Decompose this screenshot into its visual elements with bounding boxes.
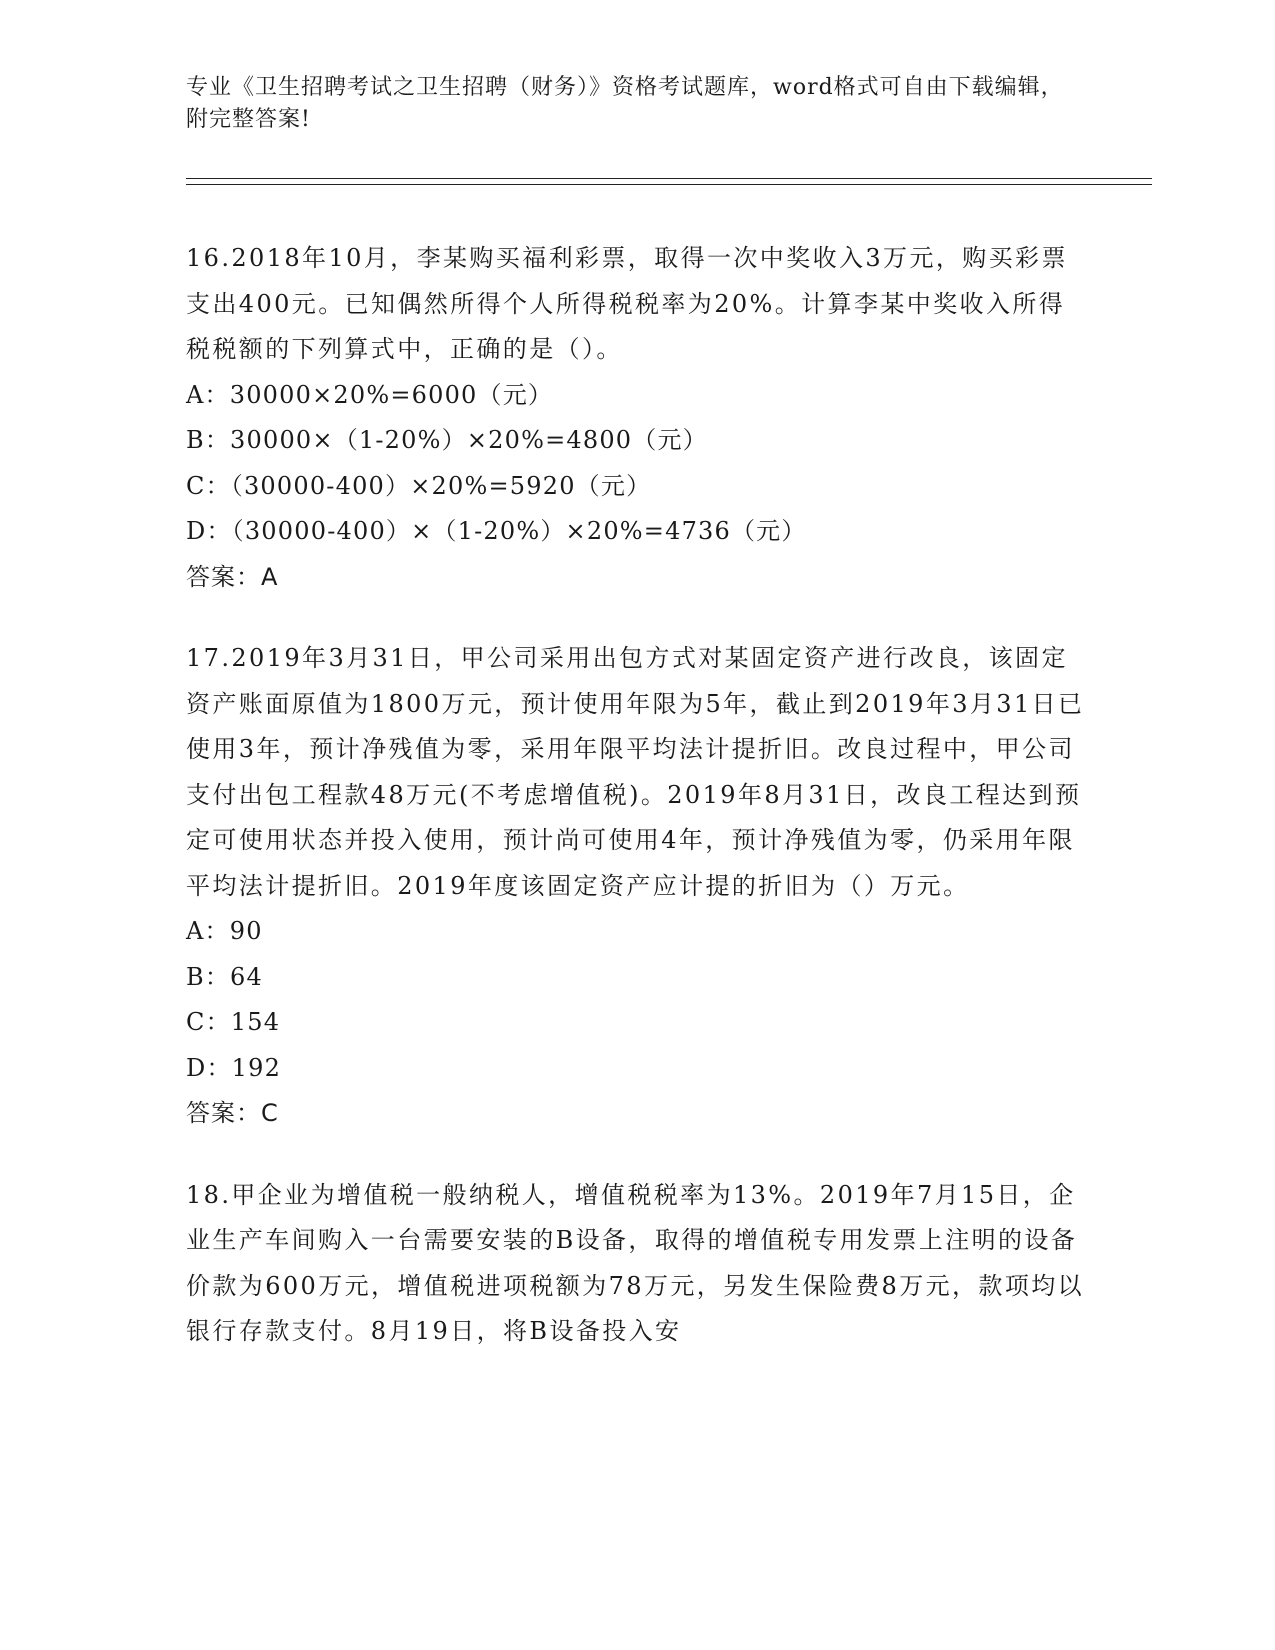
question-17 [186, 636, 1086, 1137]
option-d: D：（30000-400）×（1-20%）×20%=4736（元） [186, 517, 807, 545]
option-b: B：64 [186, 962, 263, 991]
option-c: C：154 [186, 1008, 281, 1036]
question-18 [186, 1173, 1086, 1355]
question-stem: 17.2019年3月31日，甲公司采用出包方式对某固定资产进行改良，该固定资产账面原值为1800万元，预计使用年限为5年，截止到2019年3月31日已使用3年，预计净残值为零，采用年限平均法计提折旧。改良过程中，甲公司支付出包工程款48万元(不考虑增值税)。2019年8月31日，改良工程达到预定可使用状态并投入使用，预计尚可使用4年，预计净残值为零，仍采用年限平均法计提折旧。2019年度该固定资产应计提的折旧为（）万元。 [186, 644, 1085, 900]
header-intro-text: 专业《卫生招聘考试之卫生招聘（财务）》资格考试题库，word格式可自由下载编辑，附完整答案! [186, 75, 1064, 132]
option-a: A：30000×20%=6000（元） [186, 380, 554, 409]
question-16 [186, 236, 1086, 600]
answer-label: 答案：A [186, 562, 279, 591]
option-b: B：30000×（1-20%）×20%=4800（元） [186, 426, 708, 454]
question-stem: 18.甲企业为增值税一般纳税人，增值税税率为13%。2019年7月15日，企业生产车间购入一台需要安装的B设备，取得的增值税专用发票上注明的设备价款为600万元，增值税进项税额为78万元，另发生保险费8万元，款项均以银行存款支付。8月19日，将B设备投入安 [186, 1180, 1085, 1345]
question-stem: 16.2018年10月，李某购买福利彩票，取得一次中奖收入3万元，购买彩票支出400元。已知偶然所得个人所得税税率为20%。计算李某中奖收入所得税税额的下列算式中，正确的是（）。 [186, 244, 1068, 363]
answer-label: 答案：C [186, 1099, 279, 1127]
document-header [186, 72, 1086, 136]
option-c: C：（30000-400）×20%=5920（元） [186, 471, 652, 500]
header-divider-top [186, 178, 1152, 179]
option-a: A：90 [186, 917, 263, 945]
header-divider-bottom [186, 184, 1152, 185]
option-d: D：192 [186, 1053, 282, 1082]
question-list [186, 236, 1086, 1391]
